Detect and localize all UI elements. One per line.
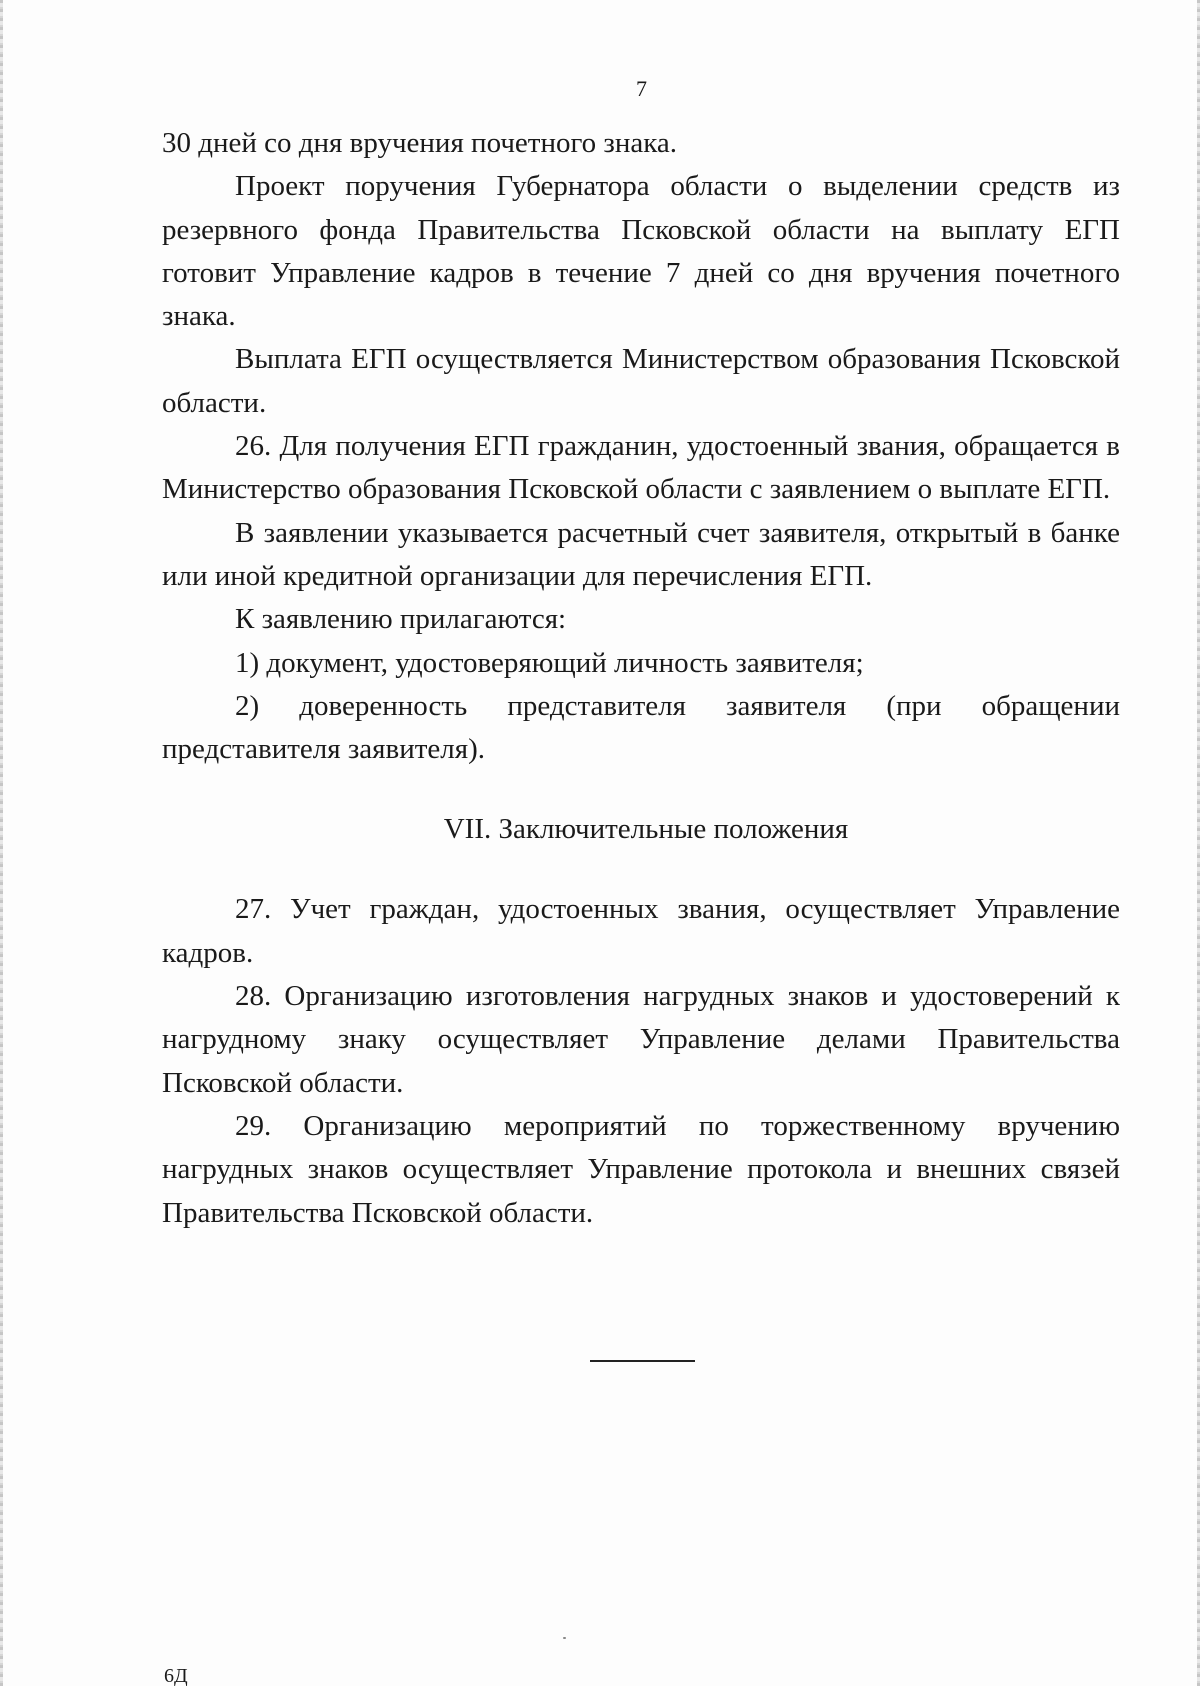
- document-body: [162, 122, 1120, 1235]
- paragraph: В заявлении указывается расчетный счет заявителя, открытый в банке или иной кредитной организации для перечисления ЕГП.: [162, 516, 1120, 592]
- paragraph-item-27: 27. Учет граждан, удостоенных звания, осуществляет Управление кадров.: [162, 893, 1120, 969]
- paragraph-item-28: 28. Организацию изготовления нагрудных знаков и удостоверений к нагрудному знаку осуществляет Управление делами Правительства Псковской области.: [162, 980, 1120, 1099]
- footer-code: 6Д: [164, 1665, 188, 1686]
- end-of-document-rule: [590, 1360, 695, 1362]
- paragraph-continuation: 30 дней со дня вручения почетного знака.: [162, 127, 678, 159]
- paragraph: К заявлению прилагаются:: [235, 603, 567, 636]
- section-heading: VII. Заключительные положения: [443, 813, 849, 846]
- list-item-2: 2) доверенность представителя заявителя (при обращении представителя заявителя).: [162, 689, 1120, 766]
- paragraph: Выплата ЕГП осуществляется Министерством образования Псковской области.: [162, 343, 1120, 419]
- paragraph-item-29: 29. Организацию мероприятий по торжественному вручению нагрудных знаков осуществляет Управление протокола и внешних связей Правительства Псковской области.: [162, 1109, 1120, 1229]
- list-item-1: 1) документ, удостоверяющий личность заявителя;: [235, 646, 864, 679]
- scan-edge-left: [0, 0, 3, 1686]
- scan-speck: [563, 1637, 566, 1639]
- paragraph-item-26: 26. Для получения ЕГП гражданин, удостоенный звания, обращается в Министерство образования Псковской области с заявлением о выплате ЕГП.: [162, 430, 1120, 506]
- paragraph: Проект поручения Губернатора области о выделении средств из резервного фонда Правительства Псковской области на выплату ЕГП готовит Управление кадров в течение 7 дней со дня вручения почетного знака.: [162, 170, 1120, 333]
- page-number: 7: [636, 76, 647, 101]
